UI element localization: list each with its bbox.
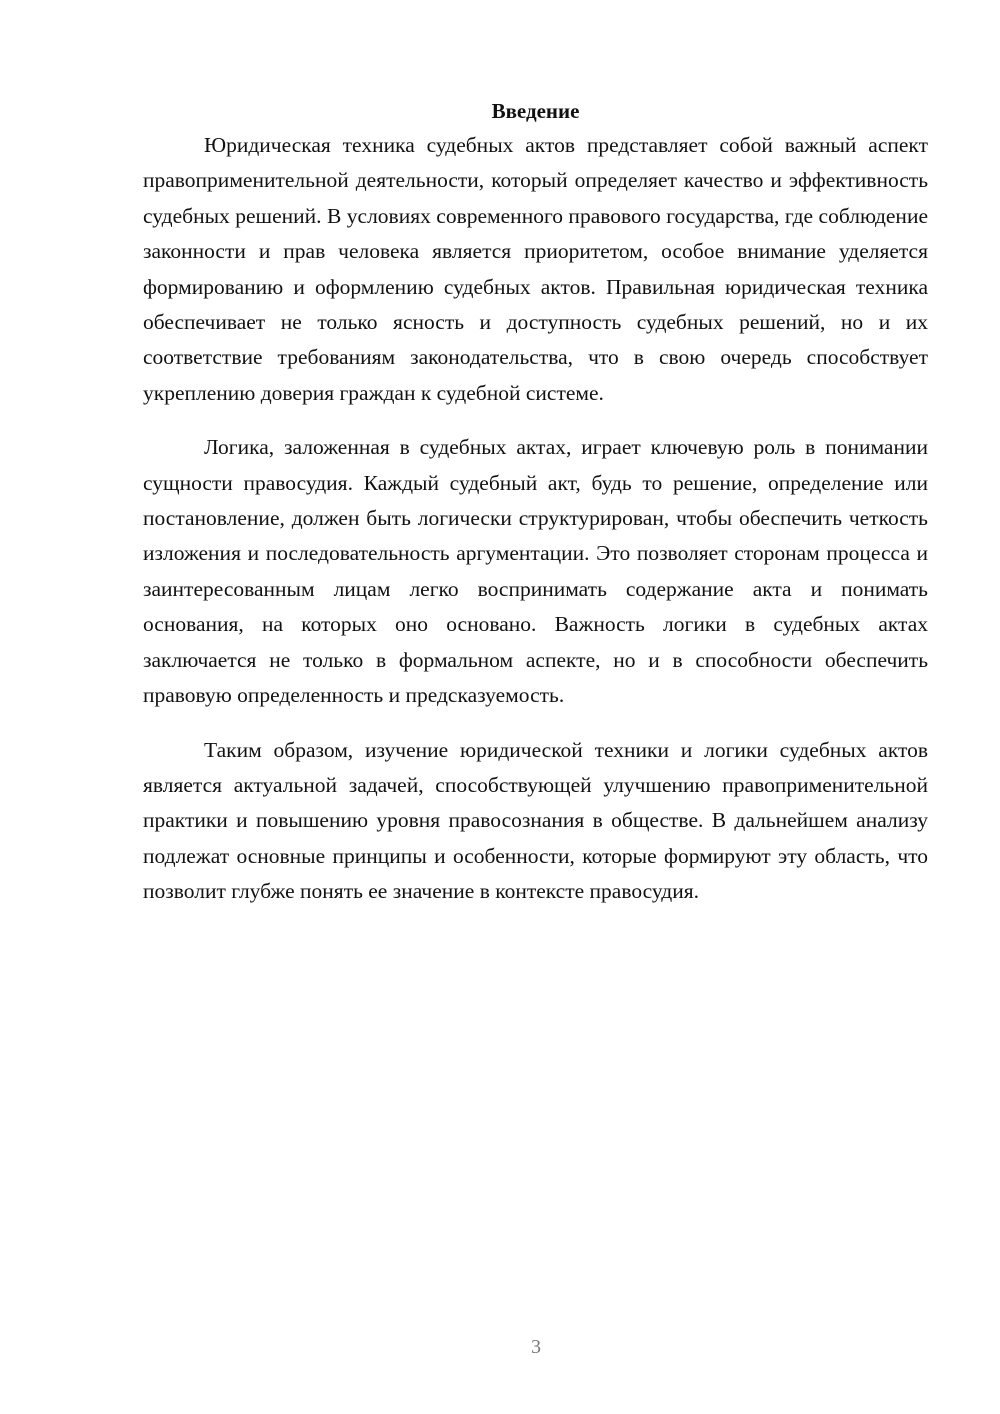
paragraph-1: Юридическая техника судебных актов представляет собой важный аспект правоприменительной деятельности, который определяет качество и эффективность судебных решений. В условиях современного правового государства, где соблюдение законности и прав человека является приоритетом, особое внимание уделяется формированию и оформлению судебных актов. Правильная юридическая техника обеспечивает не только ясность и доступность судебных решений, но и их соответствие требованиям законодательства, что в свою очередь способствует укреплению доверия граждан к судебной системе. (143, 133, 928, 405)
page-number: 3 (531, 1336, 541, 1358)
paragraph-3: Таким образом, изучение юридической техники и логики судебных актов является актуальной задачей, способствующей улучшению правоприменительной практики и повышению уровня правосознания в обществе. В дальнейшем анализу подлежат основные принципы и особенности, которые формируют эту область, что позволит глубже понять ее значение в контексте правосудия. (143, 737, 928, 904)
paragraph-2: Логика, заложенная в судебных актах, играет ключевую роль в понимании сущности правосудия. Каждый судебный акт, будь то решение, определение или постановление, должен быть логически структурирован, чтобы обеспечить четкость изложения и последовательность аргументации. Это позволяет сторонам процесса и заинтересованным лицам легко воспринимать содержание акта и понимать основания, на которых оно основано. Важность логики в судебных актах заключается не только в формальном аспекте, но и в способности обеспечить правовую определенность и предсказуемость. (143, 435, 928, 708)
section-heading: Введение (491, 99, 580, 123)
page-content (143, 94, 928, 929)
